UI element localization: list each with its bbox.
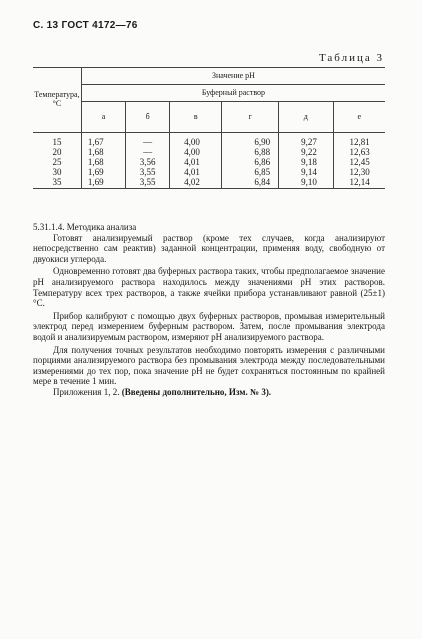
value-cell: —	[126, 147, 170, 157]
value-cell: 12,45	[333, 157, 385, 167]
table-row	[33, 147, 385, 157]
table-row	[33, 167, 385, 177]
paragraph: Прибор калибруют с помощью двух буферных растворов, промывая измерительный электрод перед измерением буферным раствором. Затем, после промывания электрода водой и анализируемым раствором, измеряют рН анализируемого раствора.	[33, 310, 385, 342]
value-cell: 9,10	[279, 177, 333, 189]
table-caption: Таблица 3	[318, 52, 384, 64]
temperature-cell: 20	[52, 147, 62, 157]
temperature-cell: 15	[52, 137, 62, 147]
value-cell: 1,69	[81, 167, 125, 177]
table-row	[33, 177, 385, 189]
temperature-cell: 35	[33, 177, 81, 189]
paragraph: Для получения точных результатов необходимо повторять измерения с различными порциями анализируемого раствора без промывания электрода между последовательными измерениями до тех пор, пока значение рН не будет сохраняться постоянным по крайней мере в течение 1 мин.	[33, 344, 385, 387]
column-header: а	[81, 102, 125, 133]
value-cell: 4,01	[170, 157, 222, 167]
temperature-header: Температура, °С	[33, 68, 81, 133]
method-text	[33, 222, 385, 398]
value-cell: 1,68	[81, 157, 125, 167]
value-cell: 4,00	[170, 147, 222, 157]
value-cell: 1,68	[81, 147, 125, 157]
value-cell: 12,30	[333, 167, 385, 177]
value-cell: 1,67	[81, 133, 125, 148]
column-header: д	[279, 102, 333, 133]
value-cell: 12,63	[333, 147, 385, 157]
value-cell: 6,90	[222, 133, 279, 148]
value-cell: 3,55	[126, 177, 170, 189]
value-cell: 6,85	[222, 167, 279, 177]
column-header: г	[222, 102, 279, 133]
value-cell: 4,01	[170, 167, 222, 177]
paragraph: Готовят анализируемый раствор (кроме тех случаев, когда анализируют непосредственно сам реактив) заданной концентрации, применяя воду, свободную от двуокиси углерода.	[33, 232, 385, 264]
value-cell: 4,02	[170, 177, 222, 189]
appendix-note	[33, 387, 385, 398]
value-cell: 6,86	[222, 157, 279, 167]
column-header: е	[333, 102, 385, 133]
buffer-solution-header: Буферный раствор	[81, 85, 385, 102]
table-row	[33, 157, 385, 167]
value-cell: 3,55	[126, 167, 170, 177]
value-cell: 9,18	[279, 157, 333, 167]
ph-value-header: Значение рН	[81, 68, 385, 85]
table-row	[33, 133, 385, 148]
column-header: в	[170, 102, 222, 133]
value-cell: 6,88	[222, 147, 279, 157]
value-cell: 12,81	[333, 133, 385, 148]
temperature-cell: 25	[52, 157, 62, 167]
amendment-note: (Введены дополнительно, Изм. № 3).	[121, 386, 272, 397]
value-cell: 1,69	[81, 177, 125, 189]
column-header: б	[126, 102, 170, 133]
value-cell: 3,56	[126, 157, 170, 167]
value-cell: —	[126, 133, 170, 148]
appendix-note-text: Приложения 1, 2.	[53, 386, 120, 397]
value-cell: 9,22	[279, 147, 333, 157]
value-cell: 9,14	[279, 167, 333, 177]
ph-table	[33, 67, 385, 189]
page-header: С. 13 ГОСТ 4172—76	[33, 20, 138, 31]
temperature-cell: 30	[52, 167, 62, 177]
paragraph: Одновременно готовят два буферных раствора таких, чтобы предполагаемое значение рН анализируемого раствора находилось между значениями рН этих растворов. Температуру всех трех растворов, а также ячейки прибора устанавливают равной (25±1) °С.	[33, 266, 385, 309]
section-title: 5.31.1.4. Методика анализа	[33, 222, 137, 232]
value-cell: 12,14	[333, 177, 385, 189]
value-cell: 4,00	[170, 133, 222, 148]
value-cell: 6,84	[222, 177, 279, 189]
value-cell: 9,27	[279, 133, 333, 148]
